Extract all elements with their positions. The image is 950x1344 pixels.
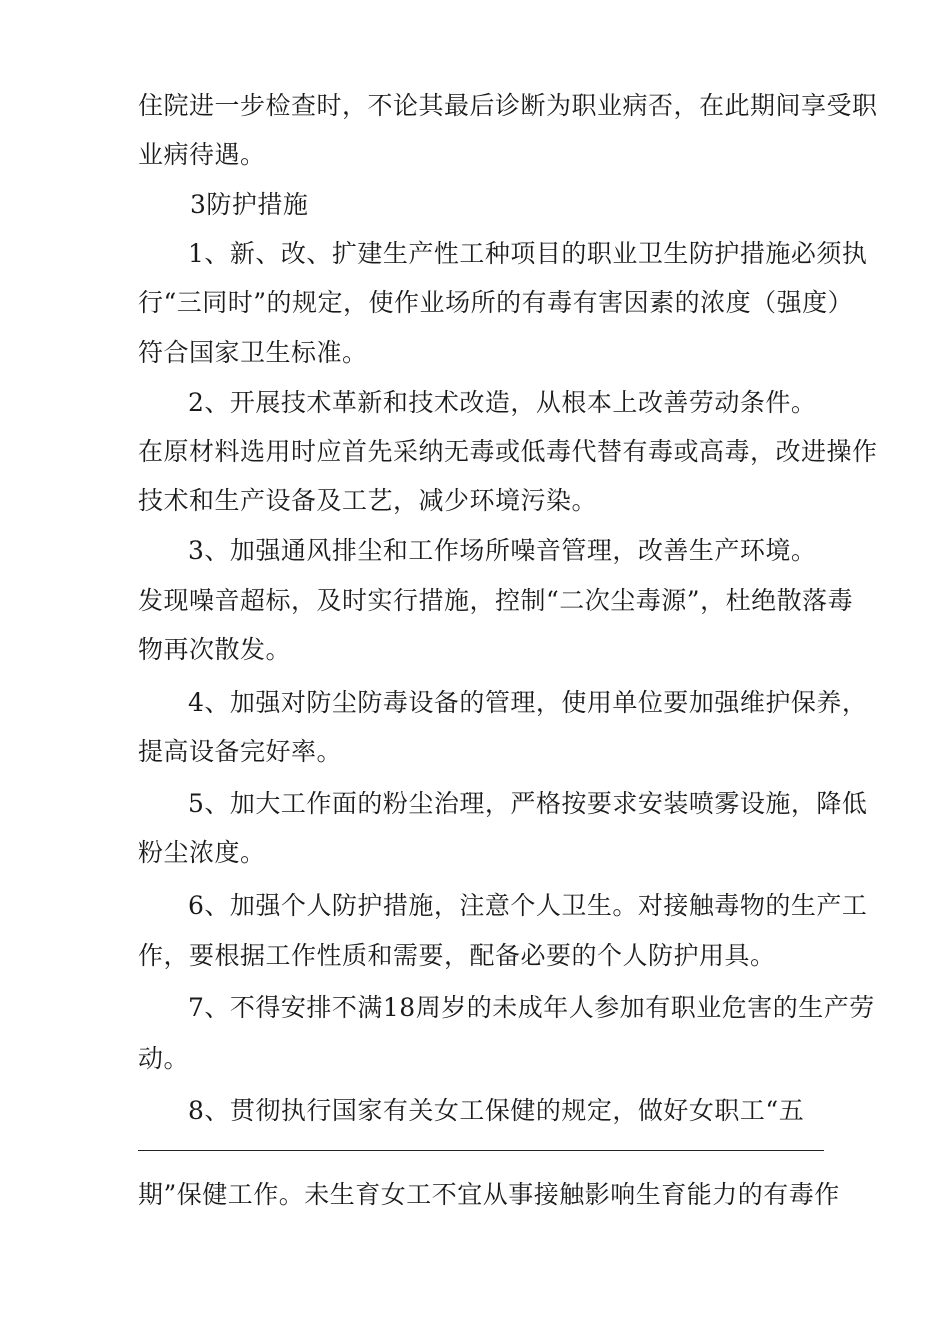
text-line: 符合国家卫生标准。	[138, 338, 368, 367]
text-line: 发现噪音超标，及时实行措施，控制“二次尘毒源”，杜绝散落毒	[138, 586, 854, 615]
text-line: 6、加强个人防护措施，注意个人卫生。对接触毒物的生产工	[188, 891, 868, 920]
text-line: 期”保健工作。未生育女工不宜从事接触影响生育能力的有毒作	[138, 1180, 840, 1209]
text-line: 住院进一步检查时，不论其最后诊断为职业病否，在此期间享受职	[138, 91, 878, 120]
section-heading: 3防护措施	[190, 190, 309, 219]
text-line: 业病待遇。	[138, 140, 266, 169]
text-line: 1、新、改、扩建生产性工种项目的职业卫生防护措施必须执	[188, 239, 868, 268]
text-line: 提高设备完好率。	[138, 737, 343, 766]
text-line: 粉尘浓度。	[138, 838, 266, 867]
text-line: 8、贯彻执行国家有关女工保健的规定，做好女职工“五	[188, 1096, 805, 1125]
text-line: 7、不得安排不满18周岁的未成年人参加有职业危害的生产劳	[188, 993, 875, 1022]
text-line: 4、加强对防尘防毒设备的管理，使用单位要加强维护保养，	[188, 688, 868, 717]
text-line: 行“三同时”的规定，使作业场所的有毒有害因素的浓度（强度）	[138, 288, 854, 317]
text-line: 3、加强通风排尘和工作场所噪音管理，改善生产环境。	[188, 536, 817, 565]
text-line: 动。	[138, 1044, 190, 1073]
text-line: 作，要根据工作性质和需要，配备必要的个人防护用具。	[138, 941, 776, 970]
text-line: 5、加大工作面的粉尘治理，严格按要求安装喷雾设施，降低	[188, 789, 868, 818]
text-line: 2、开展技术革新和技术改造，从根本上改善劳动条件。	[188, 388, 817, 417]
text-line: 技术和生产设备及工艺，减少环境污染。	[138, 486, 598, 515]
page-divider	[138, 1150, 824, 1151]
text-line: 在原材料选用时应首先采纳无毒或低毒代替有毒或高毒，改进操作	[138, 437, 878, 466]
text-line: 物再次散发。	[138, 635, 292, 664]
